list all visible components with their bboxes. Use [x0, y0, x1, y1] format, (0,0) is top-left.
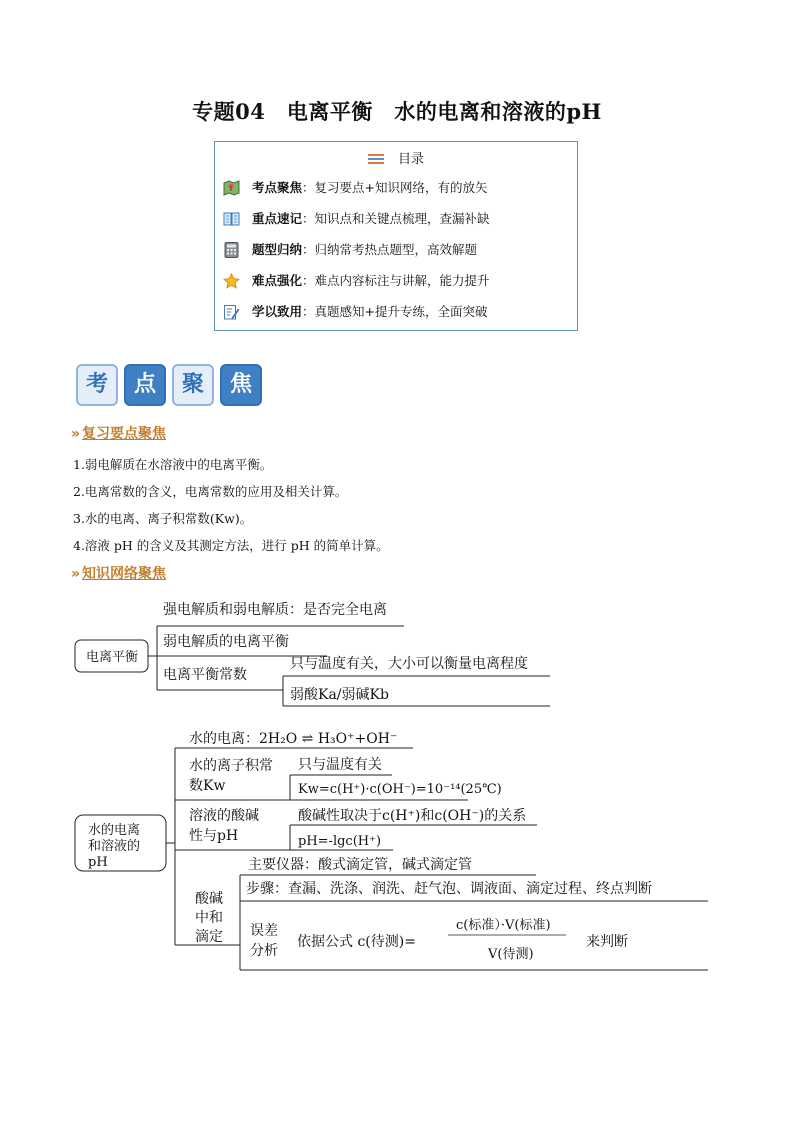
page-title: 专题04 电离平衡 水的电离和溶液的pH — [192, 99, 602, 124]
diagram2-node: 滴定 — [195, 929, 223, 945]
review-item: 4.溶液 pH 的含义及其测定方法，进行 pH 的简单计算。 — [73, 538, 389, 553]
review-item: 1.弱电解质在水溶液中的电离平衡。 — [73, 457, 273, 472]
toc-item-key: 重点速记 — [252, 211, 303, 226]
double-chevron-icon: » — [71, 566, 81, 582]
toc-item-key: 学以致用 — [252, 304, 303, 319]
diagram2-node: Kw=c(H⁺)·c(OH⁻)=10⁻¹⁴(25℃) — [298, 782, 502, 797]
toc-item-desc: ：归纳常考热点题型，高效解题 — [302, 242, 478, 257]
diagram2-node: 性与pH — [189, 828, 239, 844]
diagram2-node: 来判断 — [586, 934, 628, 950]
diagram2-node: 中和 — [195, 910, 223, 926]
banner-char: 焦 — [220, 364, 262, 406]
diagram1-node: 电离平衡常数 — [163, 667, 247, 683]
banner-char: 点 — [124, 364, 166, 406]
banner-char: 聚 — [172, 364, 214, 406]
diagram2-node: 水的电离：2H₂O ⇌ H₃O⁺+OH⁻ — [189, 731, 398, 747]
diagram1-node: 弱酸Ka/弱碱Kb — [290, 687, 389, 703]
toc-heading: 目录 — [397, 152, 424, 167]
section-heading-review: » 复习要点聚焦 — [71, 426, 167, 442]
toc-item-desc: ：知识点和关键点梳理，查漏补缺 — [302, 211, 490, 226]
diagram2-root: pH — [88, 855, 108, 870]
diagram2-node: pH=-lgc(H⁺) — [298, 834, 382, 849]
diagram2-node: 误差 — [250, 923, 278, 939]
diagram2-root: 和溶液的 — [88, 839, 141, 854]
diagram2-node: 酸碱 — [195, 891, 223, 907]
diagram2-node: 主要仪器：酸式滴定管，碱式滴定管 — [248, 857, 472, 873]
diagram2-node: 酸碱性取决于c(H⁺)和c(OH⁻)的关系 — [298, 808, 527, 824]
diagram2-node: 溶液的酸碱 — [189, 808, 259, 824]
review-item: 3.水的电离、离子积常数(Kw)。 — [73, 511, 253, 526]
double-chevron-icon: » — [71, 426, 81, 442]
toc-item-key: 考点聚焦 — [252, 180, 303, 195]
toc-item-desc: ：难点内容标注与讲解，能力提升 — [302, 273, 490, 288]
review-item: 2.电离常数的含义，电离常数的应用及相关计算。 — [73, 484, 348, 499]
toc-item-desc: ：真题感知+提升专练，全面突破 — [302, 304, 488, 319]
diagram2-node: 步骤：查漏、洗涤、润洗、赶气泡、调液面、滴定过程、终点判断 — [246, 881, 652, 897]
formula-denominator: V(待测) — [488, 947, 534, 962]
toc-item-key: 难点强化 — [252, 273, 303, 288]
toc-item-key: 题型归纳 — [252, 242, 303, 257]
diagram2-node: 水的离子积常 — [189, 758, 273, 774]
diagram2-node: 只与温度有关 — [298, 757, 382, 773]
diagram1-root: 电离平衡 — [86, 650, 139, 665]
diagram2-root: 水的电离 — [88, 823, 141, 838]
diagram2-node: 数Kw — [189, 778, 226, 794]
diagram1-node: 只与温度有关，大小可以衡量电离程度 — [290, 656, 528, 672]
diagram1-node: 强电解质和弱电解质：是否完全电离 — [163, 602, 387, 618]
section-heading-network: » 知识网络聚焦 — [71, 566, 167, 582]
formula-numerator: c(标准）·V(标准) — [456, 918, 551, 933]
diagram1-node: 弱电解质的电离平衡 — [163, 634, 289, 650]
diagram2-node: 分析 — [250, 943, 278, 959]
banner-char: 考 — [76, 364, 118, 406]
diagram2-node: 依据公式 c(待测)= — [297, 934, 416, 950]
toc-item-desc: ：复习要点+知识网络，有的放矢 — [302, 180, 488, 195]
